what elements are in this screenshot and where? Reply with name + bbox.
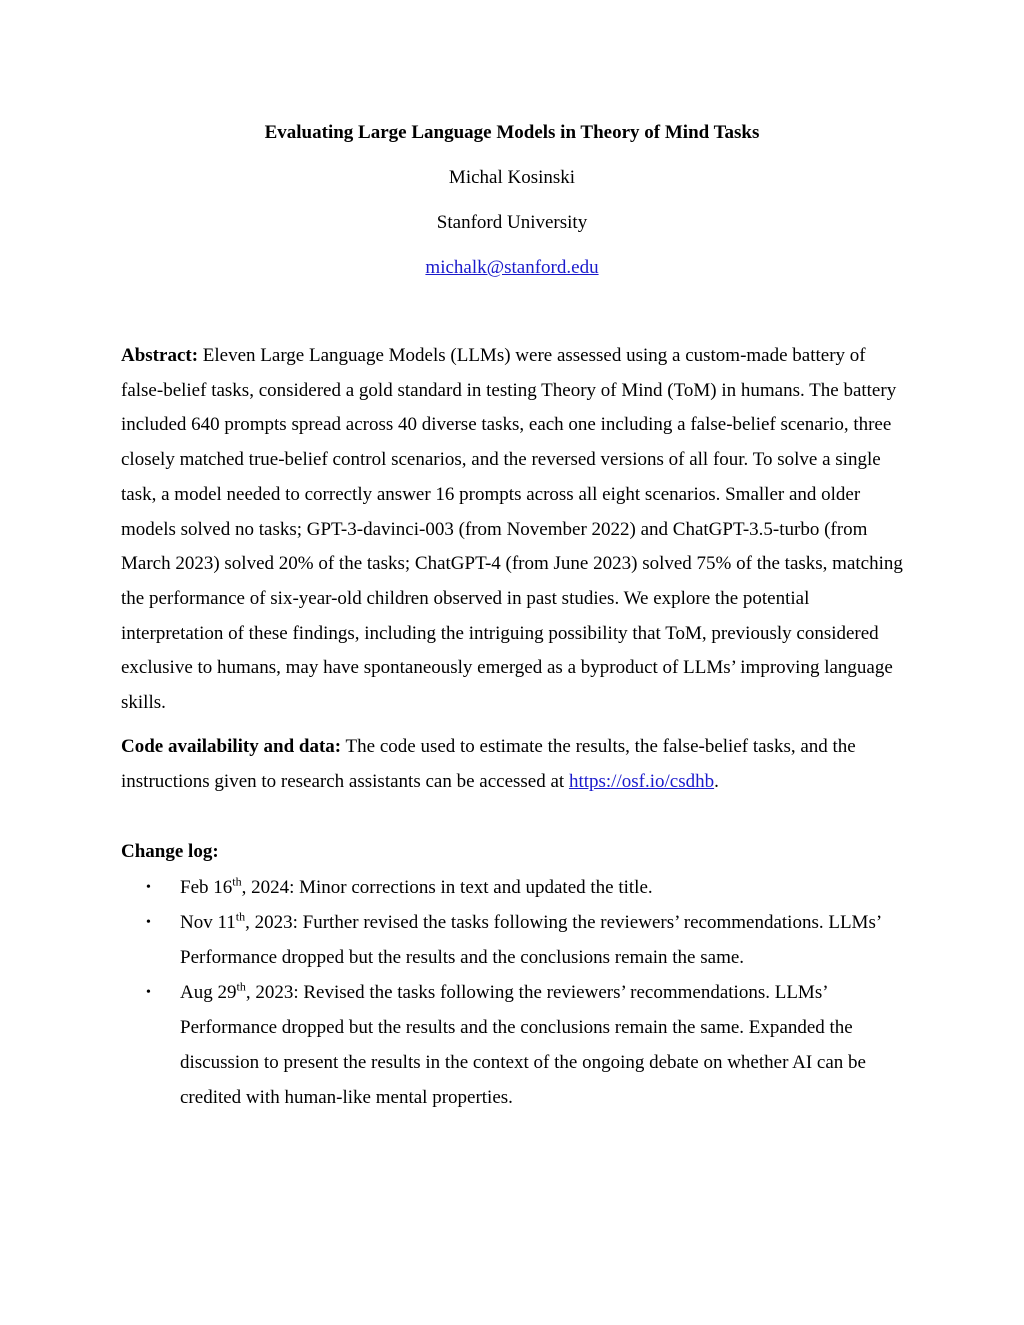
changelog-text: Revised the tasks following the reviewers’ recommendations. LLMs’ Performance dropped but the results and the conclusions remain the same. Expanded the discussion to present the results in the context of the ongoing debate on whether AI can be credited with human-like mental properties. [180,982,866,1108]
author-name: Michal Kosinski [448,167,576,188]
changelog-entry [121,905,907,975]
changelog-date: Nov 11th, 2023: [180,909,298,933]
code-availability-period: . [714,770,719,792]
author-affiliation: Stanford University [436,212,588,233]
changelog-date: Feb 16th, 2024: [180,874,295,898]
changelog-heading: Change log: [121,841,219,862]
code-availability-text: The code used to estimate the results, the false-belief tasks, and the instructions given to research assistants can be accessed at [121,736,856,792]
changelog-text: Further revised the tasks following the reviewers’ recommendations. LLMs’ Performance dropped but the results and the conclusions remain the same. [180,912,881,968]
changelog-list [121,870,907,1115]
code-availability-paragraph [121,730,907,799]
changelog-text: Minor corrections in text and updated the title. [299,877,653,898]
abstract-paragraph [121,339,907,721]
author-email-link[interactable]: michalk@stanford.edu [425,257,599,278]
author-email-line [0,256,1024,280]
changelog-entry [121,975,907,1115]
bullet-icon: • [146,880,151,895]
code-availability-label: Code availability and data: [121,736,342,757]
changelog-date: Aug 29th, 2023: [180,979,299,1003]
bullet-icon: • [146,915,151,930]
changelog-entry [121,870,907,905]
paper-title: Evaluating Large Language Models in Theory of Mind Tasks [264,122,760,143]
osf-link[interactable]: https://osf.io/csdhb [568,770,715,792]
bullet-icon: • [146,985,151,1000]
abstract-label: Abstract: [121,345,199,366]
abstract-text: Eleven Large Language Models (LLMs) were assessed using a custom-made battery of false-belief tasks, considered a gold standard in testing Theory of Mind (ToM) in humans. The battery included 640 prompts spread across 40 diverse tasks, each one including a false-belief scenario, three closely matched true-belief control scenarios, and the reversed versions of all four. To solve a single task, a model needed to correctly answer 16 prompts across all eight scenarios. Smaller and older models solved no tasks; GPT-3-davinci-003 (from November 2022) and ChatGPT-3.5-turbo (from March 2023) solved 20% of the tasks; ChatGPT-4 (from June 2023) solved 75% of the tasks, matching the performance of six-year-old children observed in past studies. We explore the potential interpretation of these findings, including the intriguing possibility that ToM, previously considered exclusive to humans, may have spontaneously emerged as a byproduct of LLMs’ improving language skills. [121,345,903,714]
